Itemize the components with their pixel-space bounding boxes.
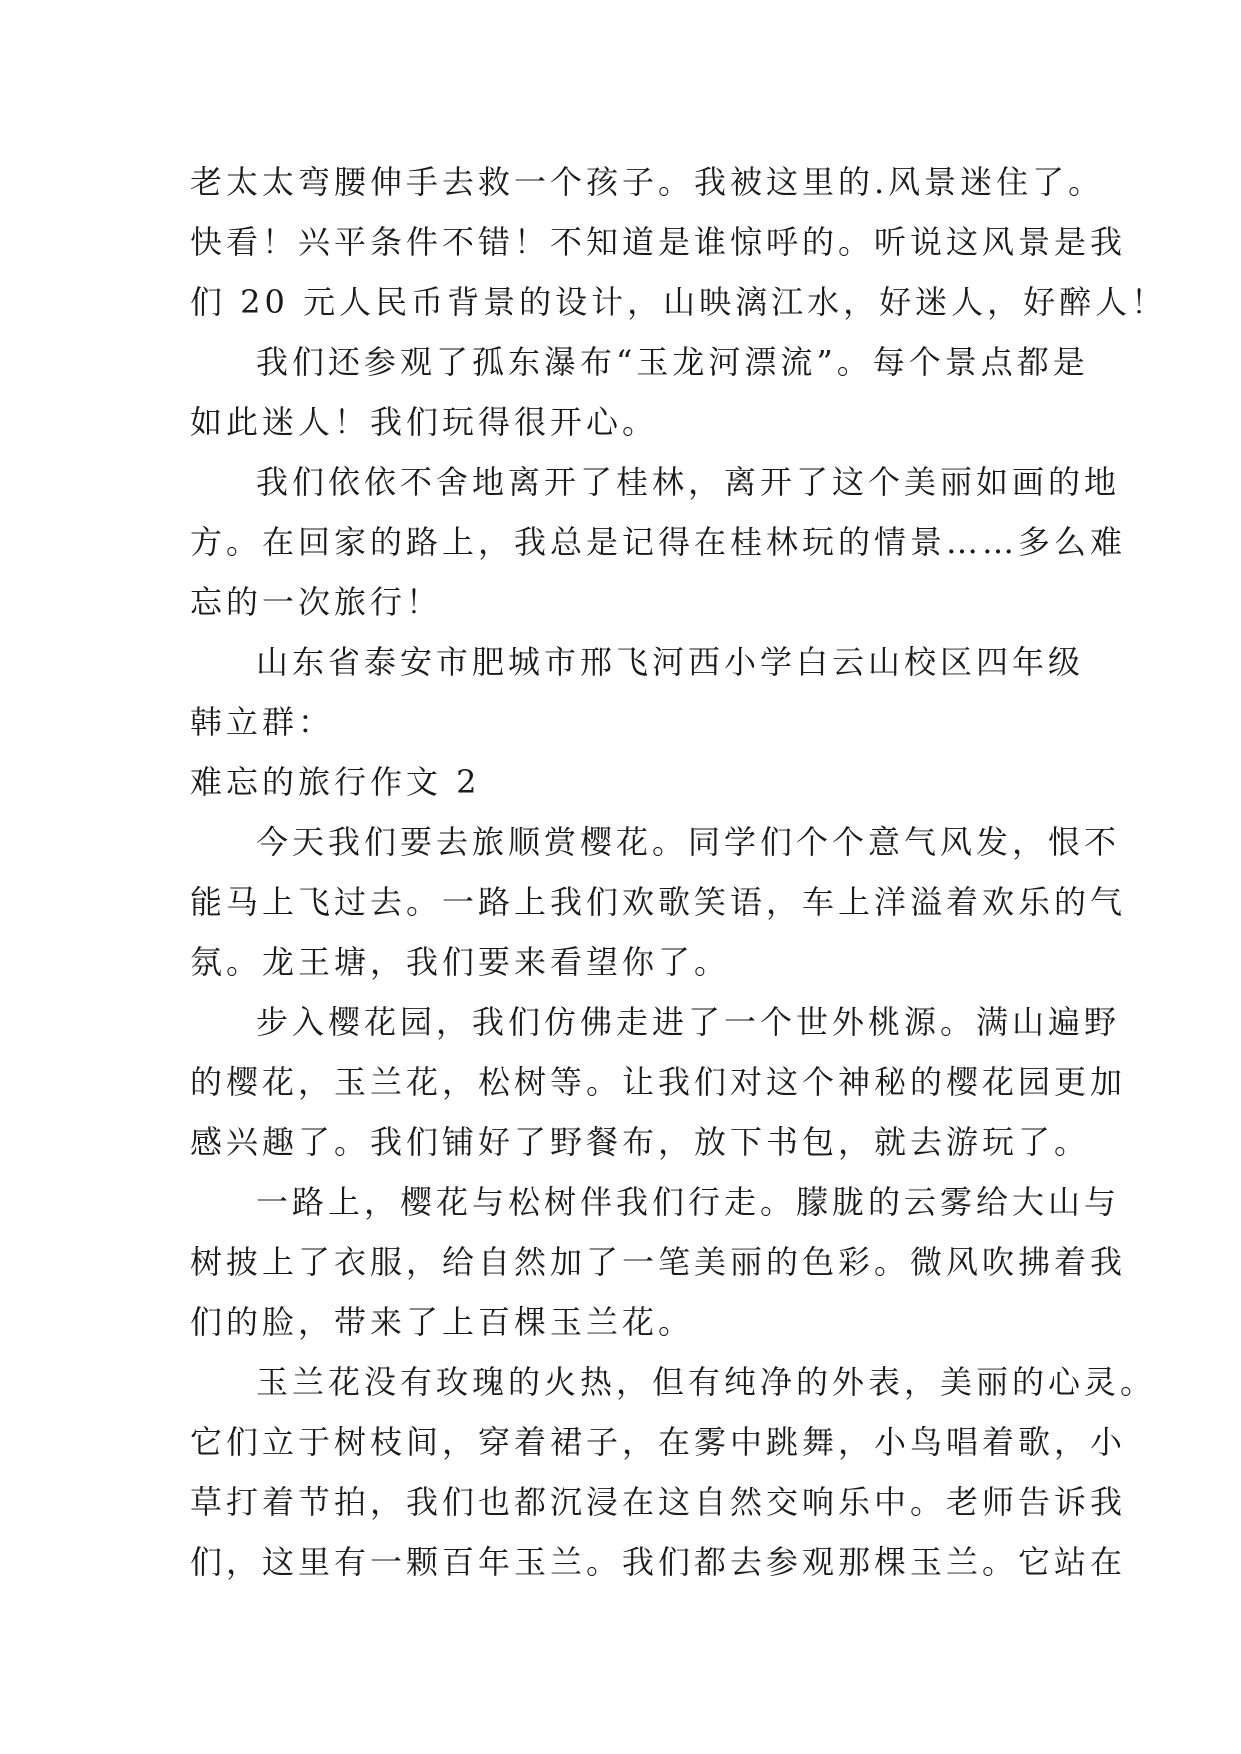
author-school-line: 山东省泰安市肥城市邢飞河西小学白云山校区四年级 (256, 643, 1085, 681)
text-line: 树披上了衣服，给自然加了一笔美丽的色彩。微风吹拂着我 (190, 1243, 1127, 1281)
text-line: 氛。龙王塘，我们要来看望你了。 (190, 943, 731, 981)
text-line: 如此迷人！我们玩得很开心。 (190, 403, 659, 441)
text-line: 们，这里有一颗百年玉兰。我们都去参观那棵玉兰。它站在 (190, 1543, 1127, 1581)
text-line: 能马上飞过去。一路上我们欢歌笑语，车上洋溢着欢乐的气 (190, 883, 1127, 921)
text-line: 草打着节拍，我们也都沉浸在这自然交响乐中。老师告诉我 (190, 1483, 1127, 1521)
text-line: 的樱花，玉兰花，松树等。让我们对这个神秘的樱花园更加 (190, 1063, 1127, 1101)
author-name-line: 韩立群： (190, 703, 335, 741)
paragraph-start-line: 我们依依不舍地离开了桂林，离开了这个美丽如画的地 (256, 463, 1121, 501)
text-line: 老太太弯腰伸手去救一个孩子。我被这里的.风景迷住了。 (190, 163, 1105, 201)
text-line: 快看！兴平条件不错！不知道是谁惊呼的。听说这风景是我 (190, 223, 1127, 261)
text-line: 方。在回家的路上，我总是记得在桂林玩的情景……多么难 (190, 523, 1127, 561)
paragraph-start-line: 一路上，樱花与松树伴我们行走。朦胧的云雾给大山与 (256, 1183, 1121, 1221)
paragraph-start-line: 玉兰花没有玫瑰的火热，但有纯净的外表，美丽的心灵。 (256, 1363, 1157, 1401)
text-line: 它们立于树枝间，穿着裙子，在雾中跳舞，小鸟唱着歌，小 (190, 1423, 1127, 1461)
text-line: 忘的一次旅行！ (190, 583, 443, 621)
paragraph-start-line: 步入樱花园，我们仿佛走进了一个世外桃源。满山遍野 (256, 1003, 1121, 1041)
text-line: 们的脸，带来了上百棵玉兰花。 (190, 1303, 695, 1341)
paragraph-start-line: 我们还参观了孤东瀑布“玉龙河漂流”。每个景点都是 (256, 343, 1089, 381)
essay-heading: 难忘的旅行作文 2 (190, 763, 481, 801)
text-line: 们 20 元人民币背景的设计，山映漓江水，好迷人，好醉人！ (190, 283, 1168, 321)
text-line: 感兴趣了。我们铺好了野餐布，放下书包，就去游玩了。 (190, 1123, 1091, 1161)
paragraph-start-line: 今天我们要去旅顺赏樱花。同学们个个意气风发，恨不 (256, 823, 1121, 861)
